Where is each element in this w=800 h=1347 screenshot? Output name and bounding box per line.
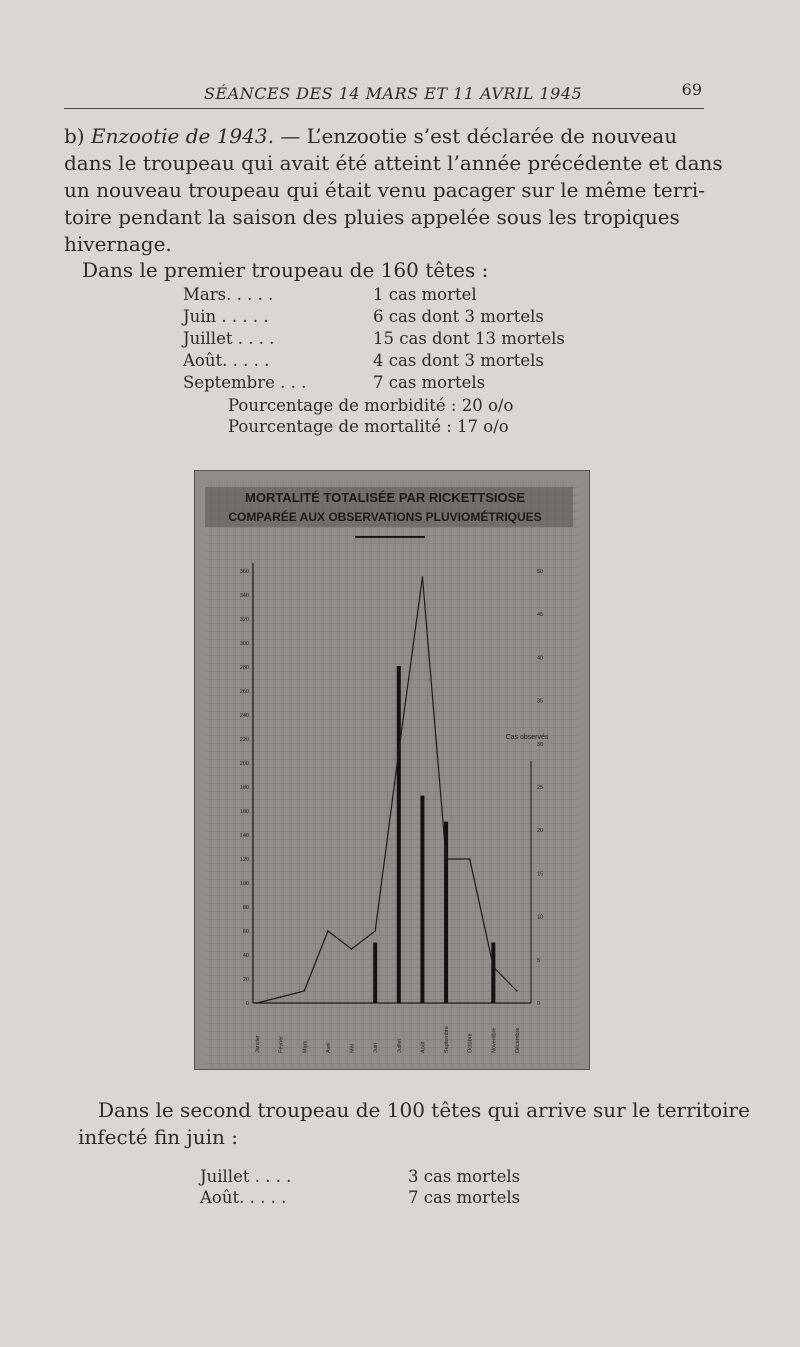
herd1-table xyxy=(183,284,565,394)
para-line-3: un nouveau troupeau qui était venu pacager sur le même terri- xyxy=(64,178,705,202)
chart-bar xyxy=(373,943,377,1003)
left-tick-label: 60 xyxy=(242,929,249,935)
category-label: Mai xyxy=(349,1044,356,1053)
table-row: Mars. . . . . 1 cas mortel xyxy=(183,285,477,304)
running-title: SÉANCES DES 14 MARS ET 11 AVRIL 1945 xyxy=(204,84,583,103)
line-point xyxy=(280,996,282,998)
line-point xyxy=(469,858,471,860)
line-point xyxy=(516,990,518,992)
mortality-line: Pourcentage de mortalité : 17 o/o xyxy=(228,417,509,436)
herd2-line-1: Dans le second troupeau de 100 têtes qui arrive sur le territoire xyxy=(98,1098,750,1122)
morbidity-line: Pourcentage de morbidité : 20 o/o xyxy=(228,396,514,415)
table-row: Août. . . . . 4 cas dont 3 mortels xyxy=(183,351,544,370)
line-point xyxy=(398,750,400,752)
line-point xyxy=(303,990,305,992)
category-label: Juillet xyxy=(396,1038,403,1053)
left-tick-label: 140 xyxy=(239,833,249,839)
left-tick-label: 180 xyxy=(239,785,249,791)
right-tick-label: 10 xyxy=(537,914,544,921)
chart-svg xyxy=(195,471,589,1069)
line-point xyxy=(351,948,353,950)
para-line-4: toire pendant la saison des pluies appelée sous les tropiques xyxy=(64,205,680,229)
section-dash: — xyxy=(280,124,301,148)
category-label: Avril xyxy=(325,1042,332,1053)
left-tick-label: 0 xyxy=(245,1001,249,1007)
category-label: Septembre xyxy=(444,1026,451,1053)
chart-figure xyxy=(194,470,590,1070)
left-tick-label: 120 xyxy=(239,857,249,863)
left-tick-label: 20 xyxy=(242,977,249,983)
left-tick-label: 200 xyxy=(239,761,249,767)
right-tick-label: 40 xyxy=(537,655,544,662)
table-row: Septembre . . . 7 cas mortels xyxy=(183,373,486,392)
category-label: Juin xyxy=(373,1042,380,1053)
category-label: Décembre xyxy=(515,1027,521,1053)
left-tick-label: 340 xyxy=(239,593,249,599)
line-point xyxy=(256,1002,258,1004)
left-tick-label: 240 xyxy=(239,713,249,719)
left-tick-label: 80 xyxy=(242,905,249,911)
left-tick-label: 40 xyxy=(242,953,249,959)
line-point xyxy=(327,930,329,932)
category-label: Février xyxy=(278,1035,285,1053)
table-row: Juin . . . . . 6 cas dont 3 mortels xyxy=(183,307,544,326)
table-row: Juillet . . . . 15 cas dont 13 mortels xyxy=(183,329,565,348)
right-tick-label: 25 xyxy=(537,785,544,791)
right-tick-label: 20 xyxy=(537,828,544,835)
line-point xyxy=(374,930,376,932)
category-label: Octobre xyxy=(467,1033,474,1053)
para-line-1: L’enzootie s’est déclarée de nouveau xyxy=(306,124,678,148)
left-tick-label: 360 xyxy=(239,569,249,575)
table-row: Juillet . . . . 3 cas mortels xyxy=(200,1167,521,1186)
chart-bar xyxy=(491,943,495,1003)
chart-title: MORTALITÉ TOTALISÉE PAR RICKETTSIOSE xyxy=(245,490,525,505)
section-label: b) xyxy=(64,124,85,148)
para-line-5: hivernage. xyxy=(64,232,172,256)
right-tick-label: 0 xyxy=(537,1001,541,1007)
left-tick-label: 300 xyxy=(239,641,249,647)
right-tick-label: 15 xyxy=(537,871,544,878)
right-tick-label: 35 xyxy=(537,698,544,705)
category-label: Mars xyxy=(302,1040,309,1053)
category-label: Novembre xyxy=(491,1027,498,1053)
chart-bar xyxy=(397,666,401,1003)
right-tick-label: 30 xyxy=(537,741,544,748)
herd2-table xyxy=(200,1166,520,1208)
chart-subtitle: COMPARÉE AUX OBSERVATIONS PLUVIOMÉTRIQUES xyxy=(228,510,542,524)
right-tick-label: 5 xyxy=(537,957,541,964)
left-tick-label: 320 xyxy=(239,617,249,623)
right-axis-label: Cas observés xyxy=(505,734,549,741)
left-tick-label: 100 xyxy=(239,881,249,887)
line-point xyxy=(422,576,424,578)
right-tick-label: 45 xyxy=(537,612,544,619)
category-label: Août xyxy=(420,1041,427,1053)
line-point xyxy=(493,966,495,968)
category-label: Janvier xyxy=(255,1035,261,1053)
right-tick-label: 50 xyxy=(537,569,544,575)
line-point xyxy=(445,858,447,860)
herd1-intro: Dans le premier troupeau de 160 têtes : xyxy=(82,258,489,282)
table-row: Août. . . . . 7 cas mortels xyxy=(200,1188,521,1207)
page-number: 69 xyxy=(681,80,702,99)
left-tick-label: 260 xyxy=(239,689,249,695)
herd2-line-2: infecté fin juin : xyxy=(78,1125,238,1149)
left-tick-label: 220 xyxy=(239,737,249,743)
running-header xyxy=(64,78,704,109)
para-line-2: dans le troupeau qui avait été atteint l’année précédente et dans xyxy=(64,151,723,175)
left-tick-label: 280 xyxy=(239,665,249,671)
section-title: Enzootie de 1943. xyxy=(90,124,274,148)
chart-bar xyxy=(420,796,424,1003)
left-tick-label: 160 xyxy=(239,809,249,815)
